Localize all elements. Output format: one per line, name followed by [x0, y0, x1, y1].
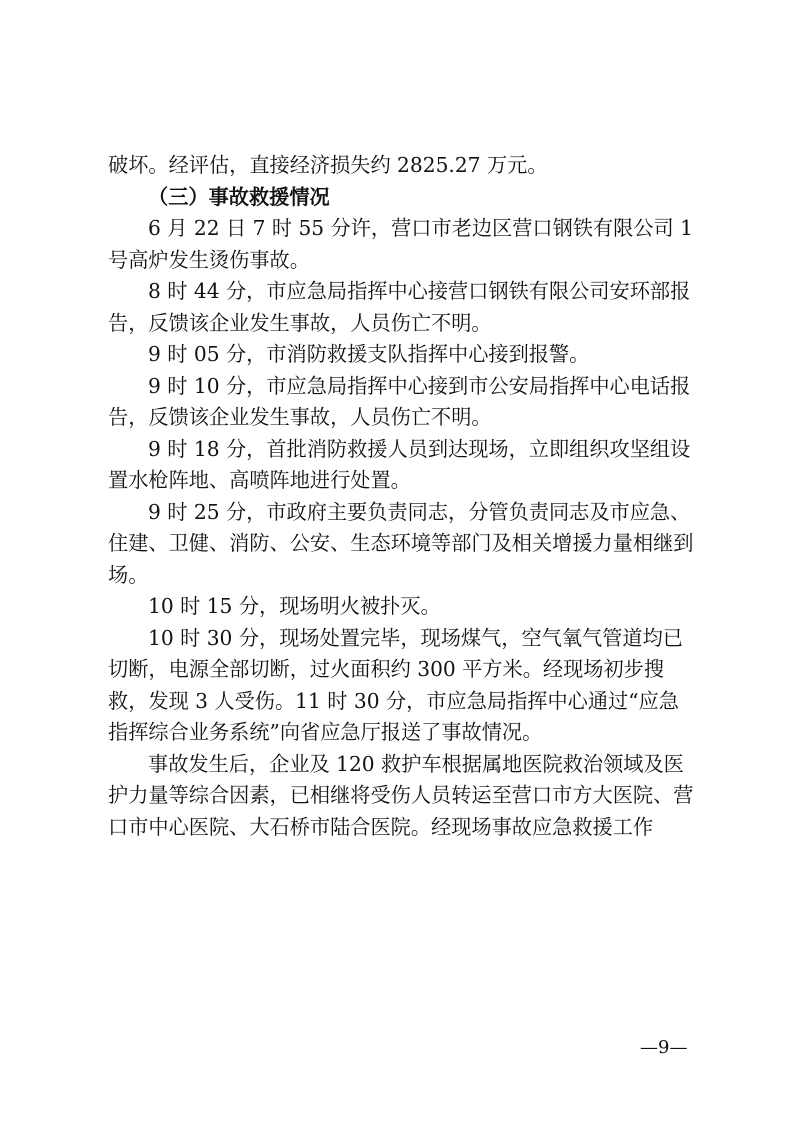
page-number: —9— [640, 1037, 688, 1058]
paragraph: 事故发生后，企业及 120 救护车根据属地医院救治领域及医护力量等综合因素，已相继将受伤人员转运至营口市方大医院、营口市中心医院、大石桥市陆合医院。经现场事故应急救援工作 [108, 751, 694, 839]
section-heading: （三）事故救援情况 [148, 184, 330, 209]
paragraph: 9 时 10 分，市应急局指挥中心接到市公安局指挥中心电话报告，反馈该企业发生事故，人员伤亡不明。 [108, 373, 691, 429]
paragraph: 10 时 15 分，现场明火被扑灭。 [148, 594, 441, 618]
paragraph: 9 时 25 分，市政府主要负责同志，分管负责同志及市应急、住建、卫健、消防、公安、生态环境等部门及相关增援力量相继到场。 [108, 499, 694, 587]
paragraph: 9 时 05 分，市消防救援支队指挥中心接到报警。 [148, 342, 590, 366]
continuation-paragraph: 破坏。经评估，直接经济损失约 2825.27 万元。 [108, 153, 548, 177]
document-body [108, 150, 696, 843]
paragraph: 9 时 18 分，首批消防救援人员到达现场，立即组织攻坚组设置水枪阵地、高喷阵地进行处置。 [108, 436, 691, 492]
paragraph: 10 时 30 分，现场处置完毕，现场煤气，空气氧气管道均已切断，电源全部切断，过火面积约 300 平方米。经现场初步搜救，发现 3 人受伤。11 时 30 分，市应急局指挥中心通过“应急指挥综合业务系统”向省应急厅报送了事故情况。 [108, 625, 683, 744]
paragraph: 8 时 44 分，市应急局指挥中心接营口钢铁有限公司安环部报告，反馈该企业发生事故，人员伤亡不明。 [108, 279, 691, 335]
paragraph: 6 月 22 日 7 时 55 分许，营口市老边区营口钢铁有限公司 1 号高炉发生烫伤事故。 [108, 216, 693, 272]
